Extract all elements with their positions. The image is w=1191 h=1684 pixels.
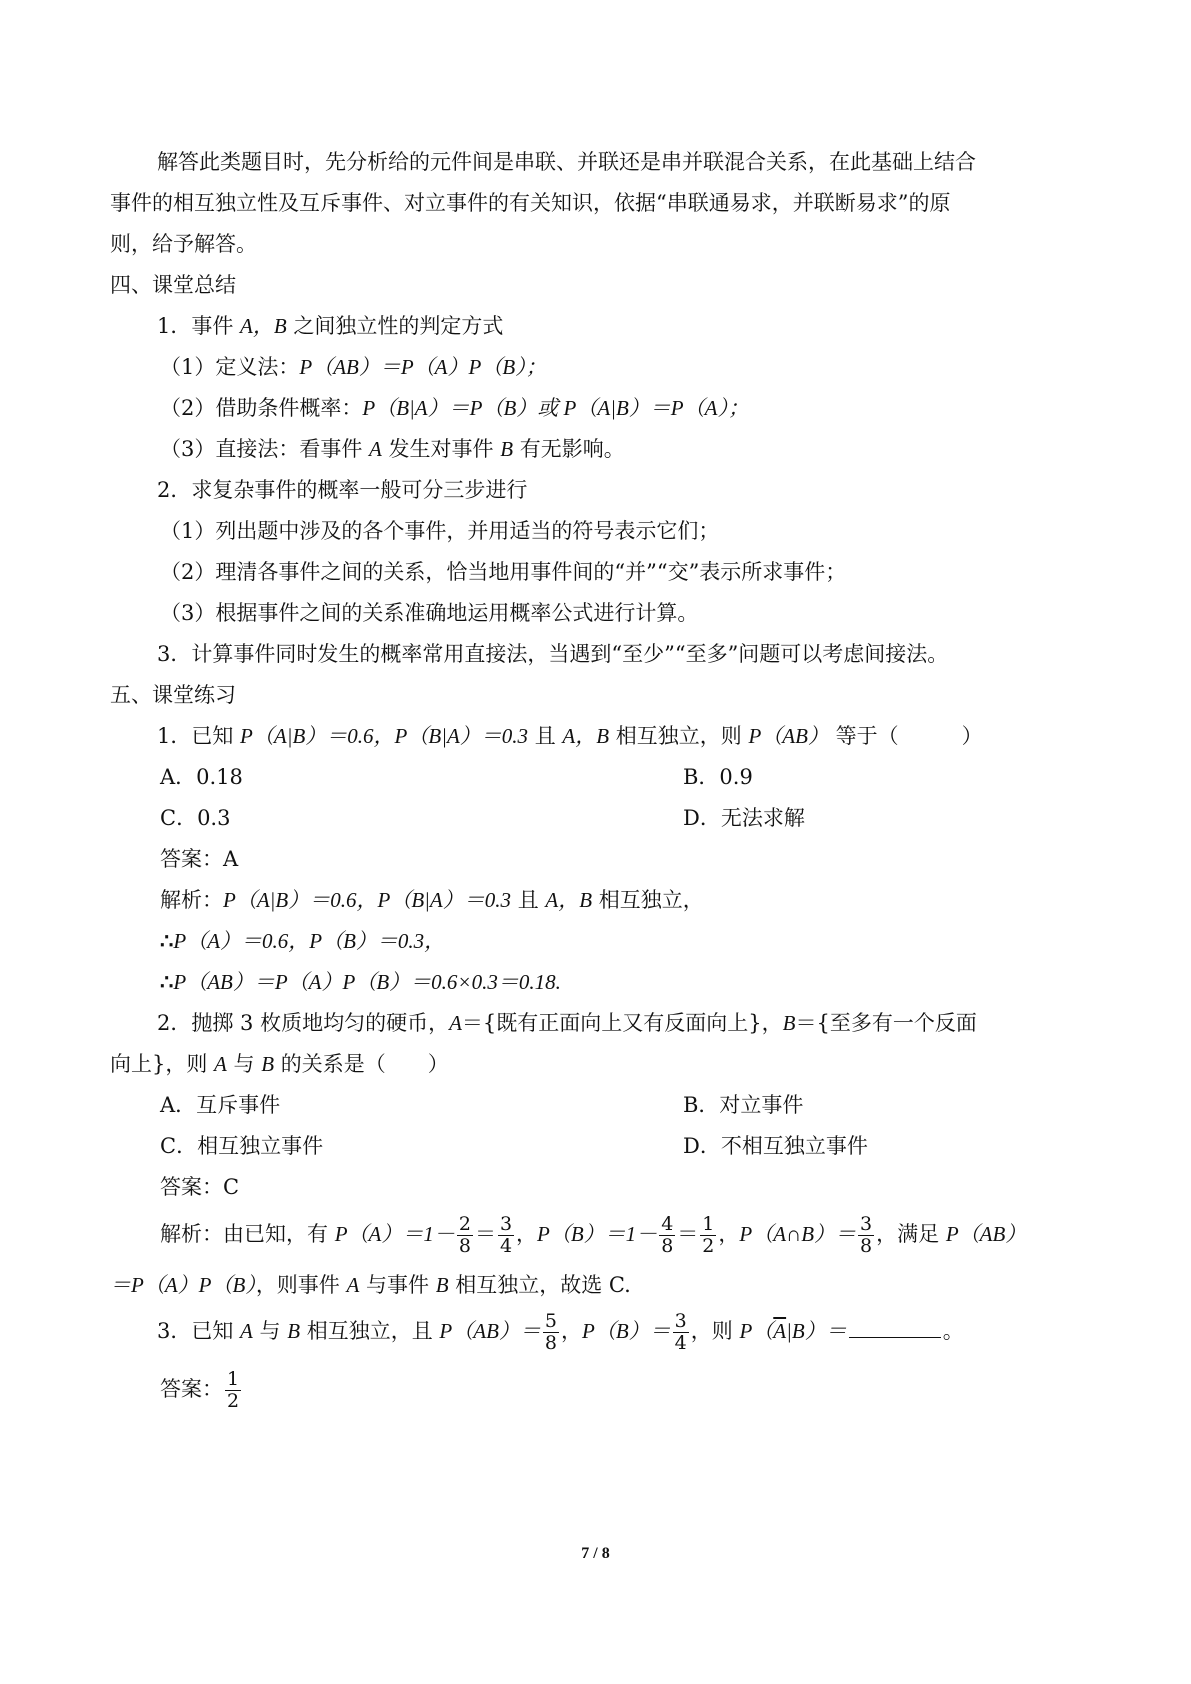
fraction: $\frac{1}{2}$: [702, 1213, 715, 1257]
step-2: （2）理清各事件之间的关系，恰当地用事件间的“并”“交”表示所求事件；: [160, 560, 847, 584]
summary-item-1: 1．事件 A，B 之间独立性的判定方式: [157, 314, 504, 338]
section-heading: 五、课堂练习: [110, 683, 236, 707]
fraction: $\frac{5}{8}$: [544, 1310, 557, 1354]
method-3: （3）直接法：看事件 A 发生对事件 B 有无影响。: [160, 437, 625, 461]
summary-item-2: 2．求复杂事件的概率一般可分三步进行: [157, 478, 528, 502]
paragraph-line: 则，给予解答。: [110, 232, 257, 256]
option-a: A．互斥事件: [160, 1093, 281, 1117]
fraction: $\frac{3}{4}$: [499, 1213, 513, 1257]
fraction: $\frac{3}{8}$: [860, 1213, 873, 1257]
question-1-stem: 1．已知 P（A|B）＝0.6，P（B|A）＝0.3 且 A，B 相互独立，则 P（AB） 等于（ ）: [157, 724, 983, 748]
explanation: 解析：由已知，有 P（A）＝1－ $\frac{2}{8}$ ＝ $\frac{3}{4}$ ，P（B）＝1－ $\frac{4}{8}$ ＝ $\frac{1}{2}$ ，P（A∩B）＝ $\frac{3}{8}$ ，满足 P（AB）: [160, 1213, 1027, 1257]
paragraph-line: 解答此类题目时，先分析给的元件间是串联、并联还是串并联混合关系，在此基础上结合: [157, 150, 976, 174]
paragraph-line: 事件的相互独立性及互斥事件、对立事件的有关知识，依据“串联通易求，并联断易求”的原: [110, 191, 951, 215]
option-d: D．无法求解: [683, 806, 805, 830]
summary-item-3: 3．计算事件同时发生的概率常用直接法，当遇到“至少”“至多”问题可以考虑间接法。: [157, 642, 949, 666]
question-2-stem: 2．抛掷 3 枚质地均匀的硬币，A＝{既有正面向上又有反面向上}，B＝{至多有一个反面: [157, 1011, 977, 1035]
question-2-stem: 向上}，则 A 与 B 的关系是（ ）: [110, 1052, 449, 1076]
option-c: C．0.3: [160, 806, 231, 830]
answer: 答案：A: [160, 847, 239, 871]
method-2: （2）借助条件概率：P（B|A）＝P（B）或 P（A|B）＝P（A）；: [160, 396, 749, 420]
question-3-stem: 3．已知 A 与 B 相互独立，且 P（AB）＝ $\frac{5}{8}$ ，P（B）＝ $\frac{3}{4}$ ，则 $P(\overline{A}|B)=$ 。: [157, 1310, 964, 1354]
explanation: ∴P（A）＝0.6，P（B）＝0.3，: [160, 928, 446, 953]
question-1-options-row: [160, 762, 1140, 792]
fraction: $\frac{3}{4}$: [674, 1310, 687, 1354]
step-1: （1）列出题中涉及的各个事件，并用适当的符号表示它们；: [160, 519, 720, 543]
answer: 答案：C: [160, 1175, 240, 1199]
question-2-options-row: [160, 1131, 1140, 1161]
option-b: B．0.9: [683, 765, 753, 789]
option-c: C．相互独立事件: [160, 1134, 324, 1158]
explanation: 解析：P（A|B）＝0.6，P（B|A）＝0.3 且 A，B 相互独立，: [160, 888, 704, 912]
explanation: ∴P（AB）＝P（A）P（B）＝0.6×0.3＝0.18.: [160, 969, 561, 994]
explanation: ＝P（A）P（B），则事件 A 与事件 B 相互独立，故选 C.: [110, 1273, 631, 1297]
option-a: A．0.18: [160, 765, 243, 789]
page-number: 7 / 8: [581, 1545, 610, 1562]
answer: 答案： $\frac{1}{2}$: [160, 1368, 240, 1412]
section-heading: 四、课堂总结: [110, 273, 236, 297]
step-3: （3）根据事件之间的关系准确地运用概率公式进行计算。: [160, 601, 699, 625]
method-1: （1）定义法：P（AB）＝P（A）P（B）；: [160, 355, 547, 379]
fraction: $\frac{1}{2}$: [227, 1368, 240, 1412]
fraction: $\frac{2}{8}$: [458, 1213, 471, 1257]
question-2-options-row: [160, 1090, 1140, 1120]
answer-blank: [849, 1315, 941, 1338]
option-d: D．不相互独立事件: [683, 1134, 868, 1158]
option-b: B．对立事件: [683, 1093, 804, 1117]
question-1-options-row: [160, 803, 1140, 833]
fraction: $\frac{4}{8}$: [661, 1213, 674, 1257]
